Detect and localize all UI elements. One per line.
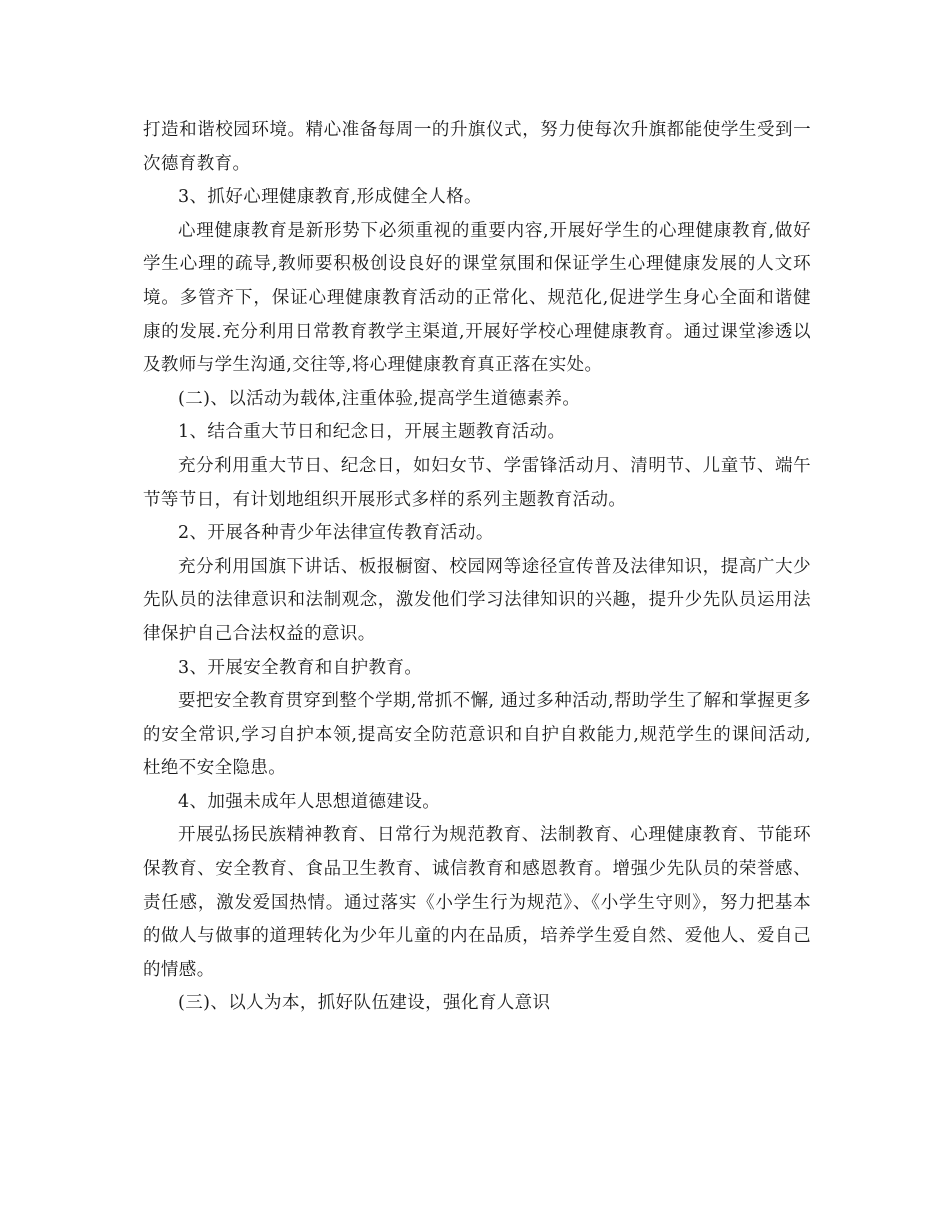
paragraph: 充分利用国旗下讲话、板报橱窗、校园网等途径宣传普及法律知识，提高广大少先队员的法律意识和法制观念，激发他们学习法律知识的兴趣，提升少先队员运用法律保护自己合法权益的意识。: [143, 556, 811, 644]
section-heading: 3、抓好心理健康教育,形成健全人格。: [178, 187, 482, 208]
section-heading: (二)、以活动为载体,注重体验,提高学生道德素养。: [178, 388, 581, 409]
paragraph: 心理健康教育是新形势下必须重视的重要内容,开展好学生的心理健康教育,做好学生心理的疏导,教师要积极创设良好的课堂氛围和保证学生心理健康发展的人文环境。多管齐下，保证心理健康教育活动的正常化、规范化,促进学生身心全面和谐健康的发展.充分利用日常教育教学主渠道,开展好学校心理健康教育。通过课堂渗透以及教师与学生沟通,交往等,将心理健康教育真正落在实处。: [143, 220, 811, 376]
paragraph: 要把安全教育贯穿到整个学期,常抓不懈, 通过多种活动,帮助学生了解和掌握更多的安全常识,学习自护本领,提高安全防范意识和自护自救能力,规范学生的课间活动,杜绝不安全隐患。: [143, 691, 811, 779]
section-heading: (三)、以人为本，抓好队伍建设，强化育人意识: [178, 993, 551, 1014]
section-heading: 3、开展安全教育和自护教育。: [178, 657, 423, 678]
section-heading: 1、结合重大节日和纪念日，开展主题教育活动。: [178, 422, 566, 443]
document-body: [143, 114, 811, 1021]
section-heading: 2、开展各种青少年法律宣传教育活动。: [178, 523, 494, 544]
paragraph: 开展弘扬民族精神教育、日常行为规范教育、法制教育、心理健康教育、节能环保教育、安全教育、食品卫生教育、诚信教育和感恩教育。增强少先队员的荣誉感、责任感，激发爱国热情。通过落实《小学生行为规范》、《小学生守则》，努力把基本的做人与做事的道理转化为少年儿童的内在品质，培养学生爱自然、爱他人、爱自己的情感。: [143, 825, 811, 980]
paragraph: 打造和谐校园环境。精心准备每周一的升旗仪式，努力使每次升旗都能使学生受到一次德育教育。: [143, 120, 811, 174]
paragraph: 充分利用重大节日、纪念日，如妇女节、学雷锋活动月、清明节、儿童节、端午节等节日，有计划地组织开展形式多样的系列主题教育活动。: [143, 455, 811, 510]
section-heading: 4、加强未成年人思想道德建设。: [178, 791, 441, 812]
